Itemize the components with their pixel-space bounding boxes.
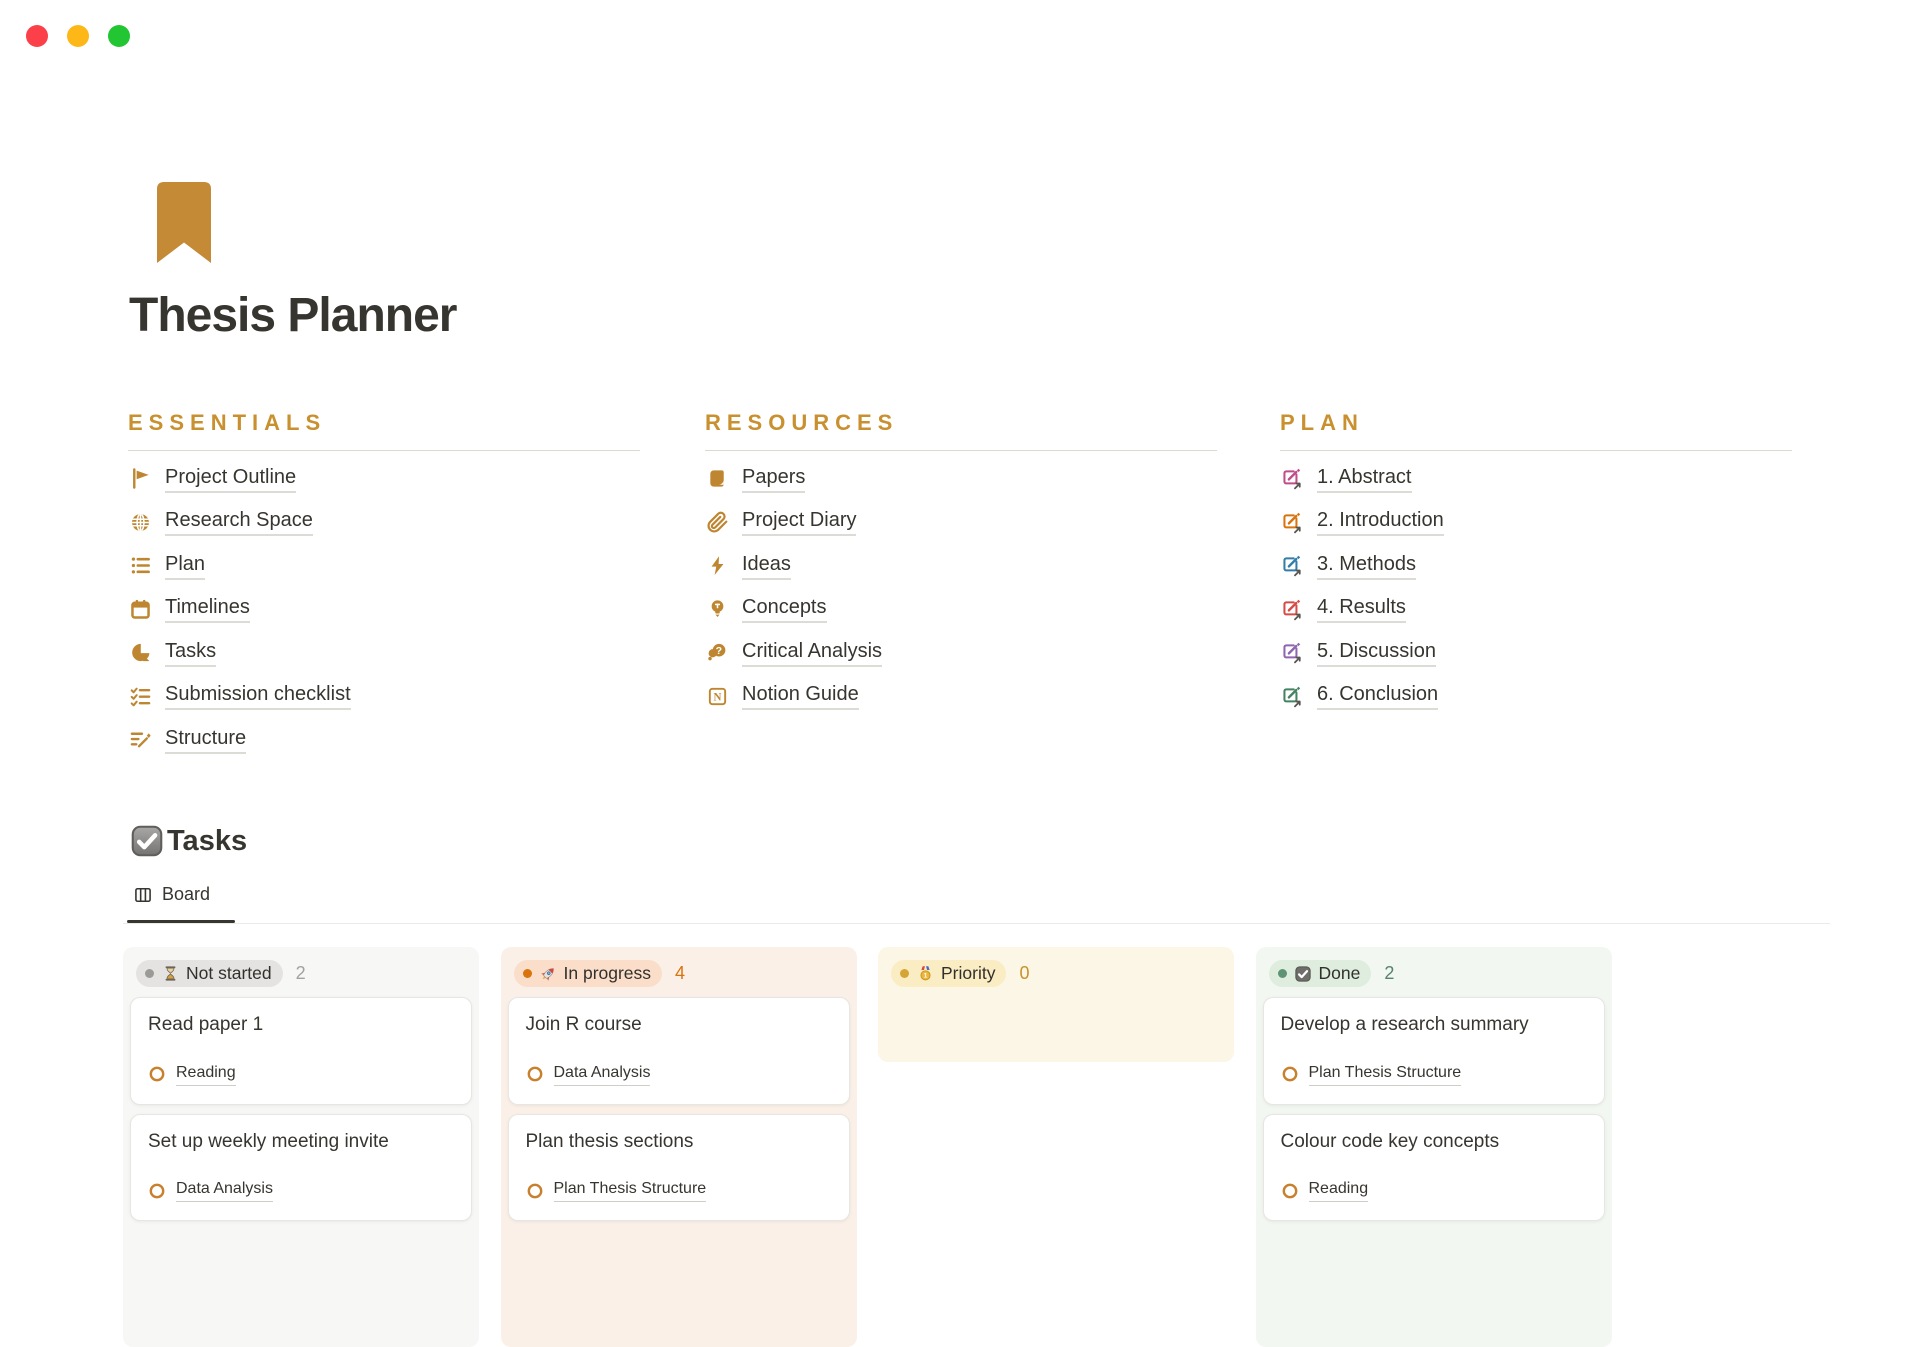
column-cards [123,995,479,1228]
status-pill-label: In progress [563,963,652,983]
flag-icon [128,467,152,491]
tag-label: Reading [176,1063,236,1086]
task-card-tag [1281,1179,1587,1202]
page-link-label: Timelines [165,595,250,623]
svg-text:1: 1 [923,972,927,980]
edit-arrow-icon [1280,641,1304,665]
page-link-label: Project Outline [165,465,296,493]
bulb-icon [705,597,729,621]
section-link-list [128,457,640,762]
tasks-section-heading [129,823,247,859]
column-header [501,947,857,995]
task-card-colour-code-key-concepts[interactable] [1263,1114,1605,1222]
page-link-label: Research Space [165,508,313,536]
task-card-title: Join R course [525,1014,642,1035]
task-card-tag [526,1063,832,1086]
section-divider [705,450,1217,451]
bullet-list-icon [128,554,152,578]
edit-arrow-icon [1280,554,1304,578]
tag-circle-icon [148,1182,166,1200]
page-link-critical-analysis[interactable] [705,631,1217,675]
board-view-icon [133,885,153,905]
column-header [1256,947,1612,995]
task-card-title: Develop a research summary [1280,1014,1529,1035]
tag-circle-icon [526,1182,544,1200]
page-link-label: 6. Conclusion [1317,682,1438,710]
status-dot [145,969,154,978]
page-link-label: 1. Abstract [1317,465,1412,493]
page-link-project-diary[interactable] [705,501,1217,545]
page-link-plan[interactable] [128,544,640,588]
page-link-label: 5. Discussion [1317,639,1436,667]
page-link-papers[interactable] [705,457,1217,501]
page-link-1-abstract[interactable] [1280,457,1792,501]
task-card-tag [526,1179,832,1202]
page-link-label: Tasks [165,639,216,667]
compose-icon [128,728,152,752]
task-card-tag [148,1179,454,1202]
tag-label: Plan Thesis Structure [554,1179,707,1202]
status-pill-in-progress[interactable] [514,960,663,987]
checklist-icon [128,684,152,708]
section-link-list [705,457,1217,718]
tag-label: Data Analysis [554,1063,651,1086]
page-link-label: Concepts [742,595,827,623]
page-link-label: Papers [742,465,805,493]
page-link-research-space[interactable] [128,501,640,545]
column-cards [1256,995,1612,1228]
section-plan [1280,410,1792,718]
section-title: PLAN [1280,410,1364,435]
column-card-count: 2 [295,963,306,983]
check-square-icon [129,823,165,859]
page-link-5-discussion[interactable] [1280,631,1792,675]
status-pill-label: Not started [186,963,272,983]
section-title: RESOURCES [705,410,899,435]
status-pill-label: Done [1318,963,1361,983]
page-link-tasks[interactable] [128,631,640,675]
minimize-window-button[interactable] [67,25,89,47]
task-card-plan-thesis-sections[interactable] [508,1114,850,1222]
status-dot [900,969,909,978]
tab-board[interactable] [133,884,210,905]
tag-circle-icon [1281,1182,1299,1200]
section-divider [128,450,640,451]
task-card-title: Set up weekly meeting invite [148,1130,389,1152]
status-pill-done[interactable] [1269,960,1372,987]
close-window-button[interactable] [26,25,48,47]
page-link-label: Structure [165,726,246,754]
page-link-label: Notion Guide [742,682,859,710]
bolt-icon [705,554,729,578]
task-card-read-paper-1[interactable] [130,997,472,1105]
done-check-icon [1294,965,1312,983]
task-card-join-r-course[interactable] [508,997,850,1105]
pie-chart-icon [128,641,152,665]
column-header [123,947,479,995]
status-pill-priority[interactable] [891,960,1006,987]
column-cards [501,995,857,1228]
tag-label: Data Analysis [176,1179,273,1202]
page-link-4-results[interactable] [1280,588,1792,632]
tag-circle-icon [148,1065,166,1083]
page-link-structure[interactable] [128,718,640,762]
page-bookmark-icon[interactable] [157,182,211,268]
edit-arrow-icon [1280,510,1304,534]
svg-text:?: ? [715,645,722,658]
status-pill-not-started[interactable] [136,960,283,987]
page-link-label: Project Diary [742,508,856,536]
tag-label: Reading [1309,1179,1369,1202]
paperclip-icon [705,510,729,534]
notion-icon [705,684,729,708]
book-icon [705,467,729,491]
task-card-tag [148,1063,454,1086]
page-title: Thesis Planner [129,289,457,342]
task-card-title: Plan thesis sections [525,1130,694,1152]
tasks-heading-label: Tasks [167,824,248,857]
board-column-not-started [123,947,479,1347]
column-card-count: 0 [1019,963,1030,983]
status-dot [523,969,532,978]
edit-arrow-icon [1280,597,1304,621]
task-card-develop-a-research-summary[interactable] [1263,997,1605,1105]
status-dot [1278,969,1287,978]
column-header [878,947,1234,995]
globe-icon [128,510,152,534]
page-link-3-methods[interactable] [1280,544,1792,588]
page-link-label: Submission checklist [165,682,351,710]
page-link-project-outline[interactable] [128,457,640,501]
calendar-icon [128,597,152,621]
task-card-set-up-weekly-meeting-invite[interactable] [130,1114,472,1222]
section-title: ESSENTIALS [128,410,327,435]
page-link-notion-guide[interactable] [705,675,1217,719]
medal-icon [916,965,934,983]
tab-board-label: Board [162,884,211,904]
board-column-in-progress [501,947,857,1347]
active-tab-indicator [127,920,235,923]
page-link-label: Plan [165,552,205,580]
page-link-ideas[interactable] [705,544,1217,588]
board-column-priority [878,947,1234,1062]
page-link-label: 4. Results [1317,595,1406,623]
page-link-label: 3. Methods [1317,552,1416,580]
page-link-concepts[interactable] [705,588,1217,632]
board-column-done [1256,947,1612,1347]
edit-arrow-icon [1280,467,1304,491]
column-card-count: 4 [675,963,686,983]
page-link-6-conclusion[interactable] [1280,675,1792,719]
page-link-submission-checklist[interactable] [128,675,640,719]
hourglass-icon [161,965,179,983]
task-card-title: Colour code key concepts [1280,1130,1500,1152]
status-pill-label: Priority [941,963,996,983]
zoom-window-button[interactable] [108,25,130,47]
page-link-timelines[interactable] [128,588,640,632]
section-resources [705,410,1217,718]
page-link-label: 2. Introduction [1317,508,1444,536]
task-card-title: Read paper 1 [148,1014,264,1035]
thought-question-icon [705,641,729,665]
tag-circle-icon [526,1065,544,1083]
task-card-tag [1281,1063,1587,1086]
page-link-label: Critical Analysis [742,639,882,667]
tag-label: Plan Thesis Structure [1309,1063,1462,1086]
edit-arrow-icon [1280,684,1304,708]
section-essentials [128,410,640,762]
section-link-list [1280,457,1792,718]
tab-bar-divider [123,923,1830,924]
window-controls [26,25,130,47]
svg-text:N: N [713,691,721,704]
tag-circle-icon [1281,1065,1299,1083]
section-divider [1280,450,1792,451]
page-link-label: Ideas [742,552,791,580]
page-link-2-introduction[interactable] [1280,501,1792,545]
column-card-count: 2 [1384,963,1395,983]
rocket-icon [539,965,557,983]
